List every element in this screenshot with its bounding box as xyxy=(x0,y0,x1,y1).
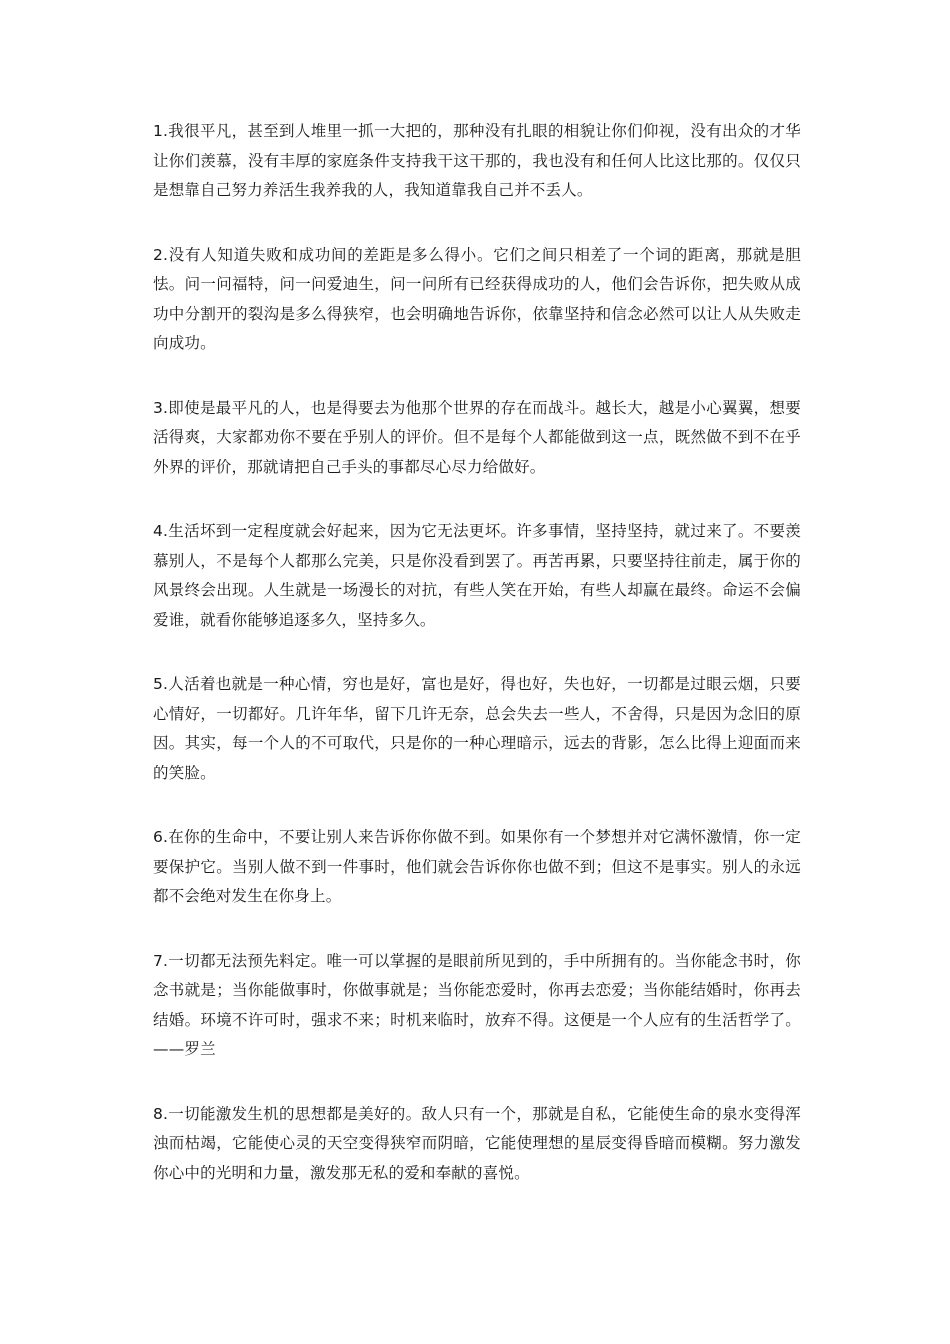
paragraph-3: 3.即使是最平凡的人，也是得要去为他那个世界的存在而战斗。越长大，越是小心翼翼，想要活得爽，大家都劝你不要在乎别人的评价。但不是每个人都能做到这一点，既然做不到不在乎外界的评价，那就请把自己手头的事都尽心尽力给做好。 xyxy=(153,398,801,476)
document-body xyxy=(153,117,801,1223)
paragraph-8: 8.一切能激发生机的思想都是美好的。敌人只有一个，那就是自私，它能使生命的泉水变得浑浊而枯竭，它能使心灵的天空变得狭窄而阴暗，它能使理想的星辰变得昏暗而模糊。努力激发你心中的光明和力量，激发那无私的爱和奉献的喜悦。 xyxy=(153,1104,801,1182)
paragraph-4: 4.生活坏到一定程度就会好起来，因为它无法更坏。许多事情，坚持坚持，就过来了。不要羡慕别人，不是每个人都那么完美，只是你没看到罢了。再苦再累，只要坚持往前走，属于你的风景终会出现。人生就是一场漫长的对抗，有些人笑在开始，有些人却赢在最终。命运不会偏爱谁，就看你能够追逐多久，坚持多久。 xyxy=(153,522,801,629)
paragraph-1: 1.我很平凡，甚至到人堆里一抓一大把的，那种没有扎眼的相貌让你们仰视，没有出众的才华让你们羡慕，没有丰厚的家庭条件支持我干这干那的，我也没有和任何人比这比那的。仅仅只是想靠自己努力养活生我养我的人，我知道靠我自己并不丢人。 xyxy=(153,122,801,199)
paragraph-5: 5.人活着也就是一种心情，穷也是好，富也是好，得也好，失也好，一切都是过眼云烟，只要心情好，一切都好。几许年华，留下几许无奈，总会失去一些人，不舍得，只是因为念旧的原因。其实，每一个人的不可取代，只是你的一种心理暗示，远去的背影，怎么比得上迎面而来的笑脸。 xyxy=(153,675,801,782)
paragraph-7: 7.一切都无法预先料定。唯一可以掌握的是眼前所见到的，手中所拥有的。当你能念书时，你念书就是；当你能做事时，你做事就是；当你能恋爱时，你再去恋爱；当你能结婚时，你再去结婚。环境不许可时，强求不来；时机来临时，放弃不得。这便是一个人应有的生活哲学了。——罗兰 xyxy=(153,951,801,1058)
paragraph-2: 2.没有人知道失败和成功间的差距是多么得小。它们之间只相差了一个词的距离，那就是胆怯。问一问福特，问一问爱迪生，问一问所有已经获得成功的人，他们会告诉你，把失败从成功中分割开的裂沟是多么得狭窄，也会明确地告诉你，依靠坚持和信念必然可以让人从失败走向成功。 xyxy=(153,245,801,352)
paragraph-6: 6.在你的生命中，不要让别人来告诉你你做不到。如果你有一个梦想并对它满怀激情，你一定要保护它。当别人做不到一件事时，他们就会告诉你你也做不到；但这不是事实。别人的永远都不会绝对发生在你身上。 xyxy=(153,828,801,905)
